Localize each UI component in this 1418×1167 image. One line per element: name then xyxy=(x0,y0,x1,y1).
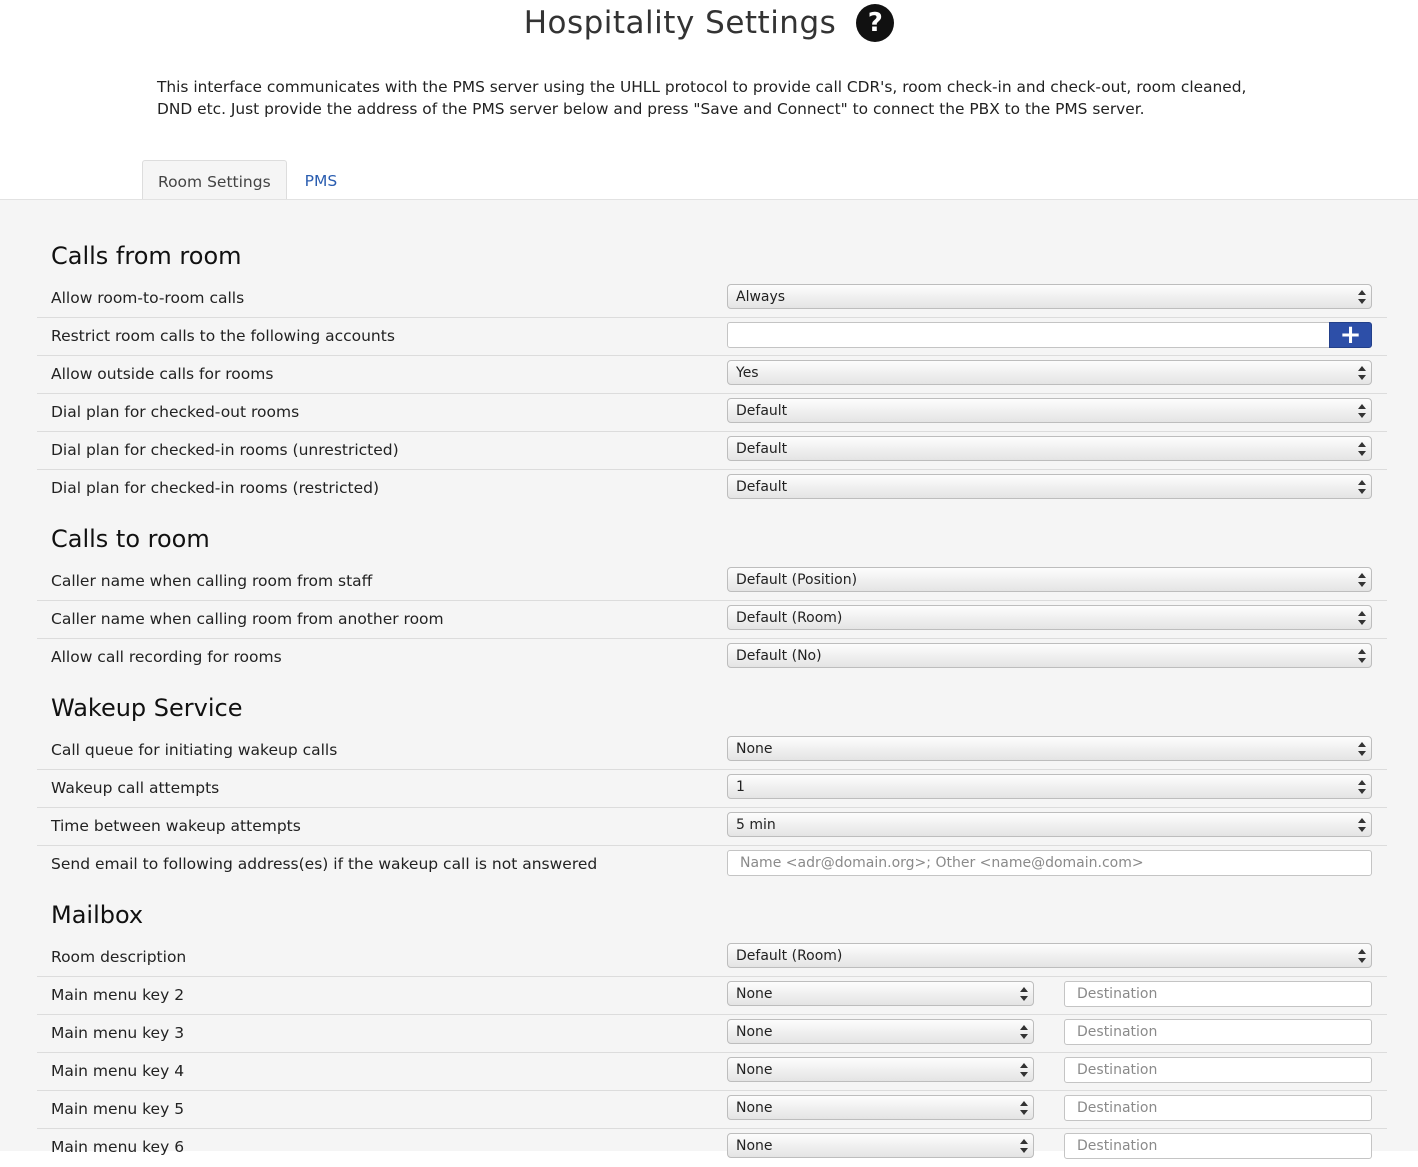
caller-name-staff-select[interactable] xyxy=(727,567,1372,592)
settings-panel xyxy=(0,199,1418,1156)
outside-calls-select[interactable] xyxy=(727,360,1372,385)
row-label: Wakeup call attempts xyxy=(51,779,220,797)
select-value: 1 xyxy=(736,779,745,795)
select-value: Default (Position) xyxy=(736,572,858,588)
row-label: Main menu key 3 xyxy=(51,1024,185,1042)
menu-key-5-destination-input[interactable] xyxy=(1064,1095,1372,1121)
updown-arrows-icon xyxy=(1020,1101,1028,1115)
row-label: Restrict room calls to the following accounts xyxy=(51,327,395,345)
page-header xyxy=(0,0,1418,50)
select-value: Default (No) xyxy=(736,648,822,664)
select-value: Default (Room) xyxy=(736,610,843,626)
page-title: Hospitality Settings xyxy=(523,5,837,41)
row-room-description xyxy=(37,939,1387,977)
row-label: Time between wakeup attempts xyxy=(51,817,301,835)
room-description-select[interactable] xyxy=(727,943,1372,968)
row-restrict-accounts xyxy=(37,318,1387,356)
row-menu-key-6 xyxy=(37,1129,1387,1167)
row-label: Allow room-to-room calls xyxy=(51,289,245,307)
dialplan-restricted-select[interactable] xyxy=(727,474,1372,499)
row-wakeup-interval xyxy=(37,808,1387,846)
row-label: Call queue for initiating wakeup calls xyxy=(51,741,338,759)
row-label: Main menu key 6 xyxy=(51,1138,185,1156)
select-value: Always xyxy=(736,289,786,305)
updown-arrows-icon xyxy=(1358,573,1366,587)
wakeup-attempts-select[interactable] xyxy=(727,774,1372,799)
menu-key-5-select[interactable] xyxy=(727,1095,1034,1120)
select-value: None xyxy=(736,1024,773,1040)
select-value: None xyxy=(736,1138,773,1154)
row-menu-key-5 xyxy=(37,1091,1387,1129)
row-caller-name-staff xyxy=(37,563,1387,601)
row-menu-key-4 xyxy=(37,1053,1387,1091)
plus-icon: + xyxy=(1339,320,1362,350)
updown-arrows-icon xyxy=(1358,480,1366,494)
row-menu-key-2 xyxy=(37,977,1387,1015)
row-label: Main menu key 5 xyxy=(51,1100,185,1118)
select-value: Default xyxy=(736,403,788,419)
row-dialplan-unrestricted xyxy=(37,432,1387,470)
tab-bar xyxy=(142,160,355,200)
room-to-room-select[interactable] xyxy=(727,284,1372,309)
menu-key-6-destination-input[interactable] xyxy=(1064,1133,1372,1159)
menu-key-2-select[interactable] xyxy=(727,981,1034,1006)
row-wakeup-email xyxy=(37,846,1387,884)
updown-arrows-icon xyxy=(1358,742,1366,756)
menu-key-3-destination-input[interactable] xyxy=(1064,1019,1372,1045)
row-menu-key-3 xyxy=(37,1015,1387,1053)
menu-key-2-destination-input[interactable] xyxy=(1064,981,1372,1007)
wakeup-queue-select[interactable] xyxy=(727,736,1372,761)
row-label: Caller name when calling room from another room xyxy=(51,610,444,628)
updown-arrows-icon xyxy=(1358,949,1366,963)
row-label: Allow call recording for rooms xyxy=(51,648,282,666)
section-title-mailbox: Mailbox xyxy=(51,901,144,929)
row-label: Main menu key 2 xyxy=(51,986,185,1004)
updown-arrows-icon xyxy=(1020,1025,1028,1039)
row-allow-outside-calls xyxy=(37,356,1387,394)
call-recording-select[interactable] xyxy=(727,643,1372,668)
restrict-accounts-input[interactable] xyxy=(727,322,1331,348)
dialplan-unrestricted-select[interactable] xyxy=(727,436,1372,461)
updown-arrows-icon xyxy=(1020,1139,1028,1153)
select-value: None xyxy=(736,1062,773,1078)
select-value: None xyxy=(736,986,773,1002)
row-call-recording xyxy=(37,639,1387,677)
menu-key-4-destination-input[interactable] xyxy=(1064,1057,1372,1083)
row-label: Room description xyxy=(51,948,187,966)
select-value: 5 min xyxy=(736,817,776,833)
select-value: None xyxy=(736,1100,773,1116)
select-value: Default (Room) xyxy=(736,948,843,964)
row-dialplan-checked-out xyxy=(37,394,1387,432)
row-wakeup-attempts xyxy=(37,770,1387,808)
updown-arrows-icon xyxy=(1020,1063,1028,1077)
select-value: Default xyxy=(736,441,788,457)
row-label: Dial plan for checked-in rooms (restricted) xyxy=(51,479,380,497)
caller-name-room-select[interactable] xyxy=(727,605,1372,630)
question-circle-icon[interactable]: ? xyxy=(856,4,894,42)
title-group xyxy=(524,4,895,42)
menu-key-3-select[interactable] xyxy=(727,1019,1034,1044)
updown-arrows-icon xyxy=(1358,649,1366,663)
updown-arrows-icon xyxy=(1358,366,1366,380)
row-wakeup-queue xyxy=(37,732,1387,770)
updown-arrows-icon xyxy=(1020,987,1028,1001)
menu-key-6-select[interactable] xyxy=(727,1133,1034,1158)
tab-pms[interactable]: PMS xyxy=(304,172,338,190)
updown-arrows-icon xyxy=(1358,290,1366,304)
row-label: Caller name when calling room from staff xyxy=(51,572,373,590)
section-title-calls-from-room: Calls from room xyxy=(51,242,242,270)
row-label: Send email to following address(es) if the wakeup call is not answered xyxy=(51,855,598,873)
updown-arrows-icon xyxy=(1358,818,1366,832)
wakeup-email-input[interactable] xyxy=(727,850,1372,876)
tab-room-settings[interactable]: Room Settings xyxy=(142,160,287,202)
row-dialplan-restricted xyxy=(37,470,1387,508)
row-label: Allow outside calls for rooms xyxy=(51,365,274,383)
row-allow-room-to-room xyxy=(37,280,1387,318)
select-value: Default xyxy=(736,479,788,495)
select-value: None xyxy=(736,741,773,757)
add-account-button[interactable] xyxy=(1329,322,1372,348)
section-title-calls-to-room: Calls to room xyxy=(51,525,210,553)
wakeup-interval-select[interactable] xyxy=(727,812,1372,837)
page-description: This interface communicates with the PMS server using the UHLL protocol to provide call CDR's, room check-in and check-out, room cleaned, DND etc. Just provide the address of the PMS server below and press "Save and Connect" to connect the PBX to the PMS server. xyxy=(157,78,1247,118)
dialplan-checked-out-select[interactable] xyxy=(727,398,1372,423)
section-title-wakeup: Wakeup Service xyxy=(51,694,243,722)
updown-arrows-icon xyxy=(1358,442,1366,456)
row-label: Dial plan for checked-out rooms xyxy=(51,403,300,421)
row-caller-name-room xyxy=(37,601,1387,639)
menu-key-4-select[interactable] xyxy=(727,1057,1034,1082)
row-label: Dial plan for checked-in rooms (unrestricted) xyxy=(51,441,399,459)
updown-arrows-icon xyxy=(1358,780,1366,794)
select-value: Yes xyxy=(736,365,759,381)
updown-arrows-icon xyxy=(1358,404,1366,418)
updown-arrows-icon xyxy=(1358,611,1366,625)
row-label: Main menu key 4 xyxy=(51,1062,185,1080)
